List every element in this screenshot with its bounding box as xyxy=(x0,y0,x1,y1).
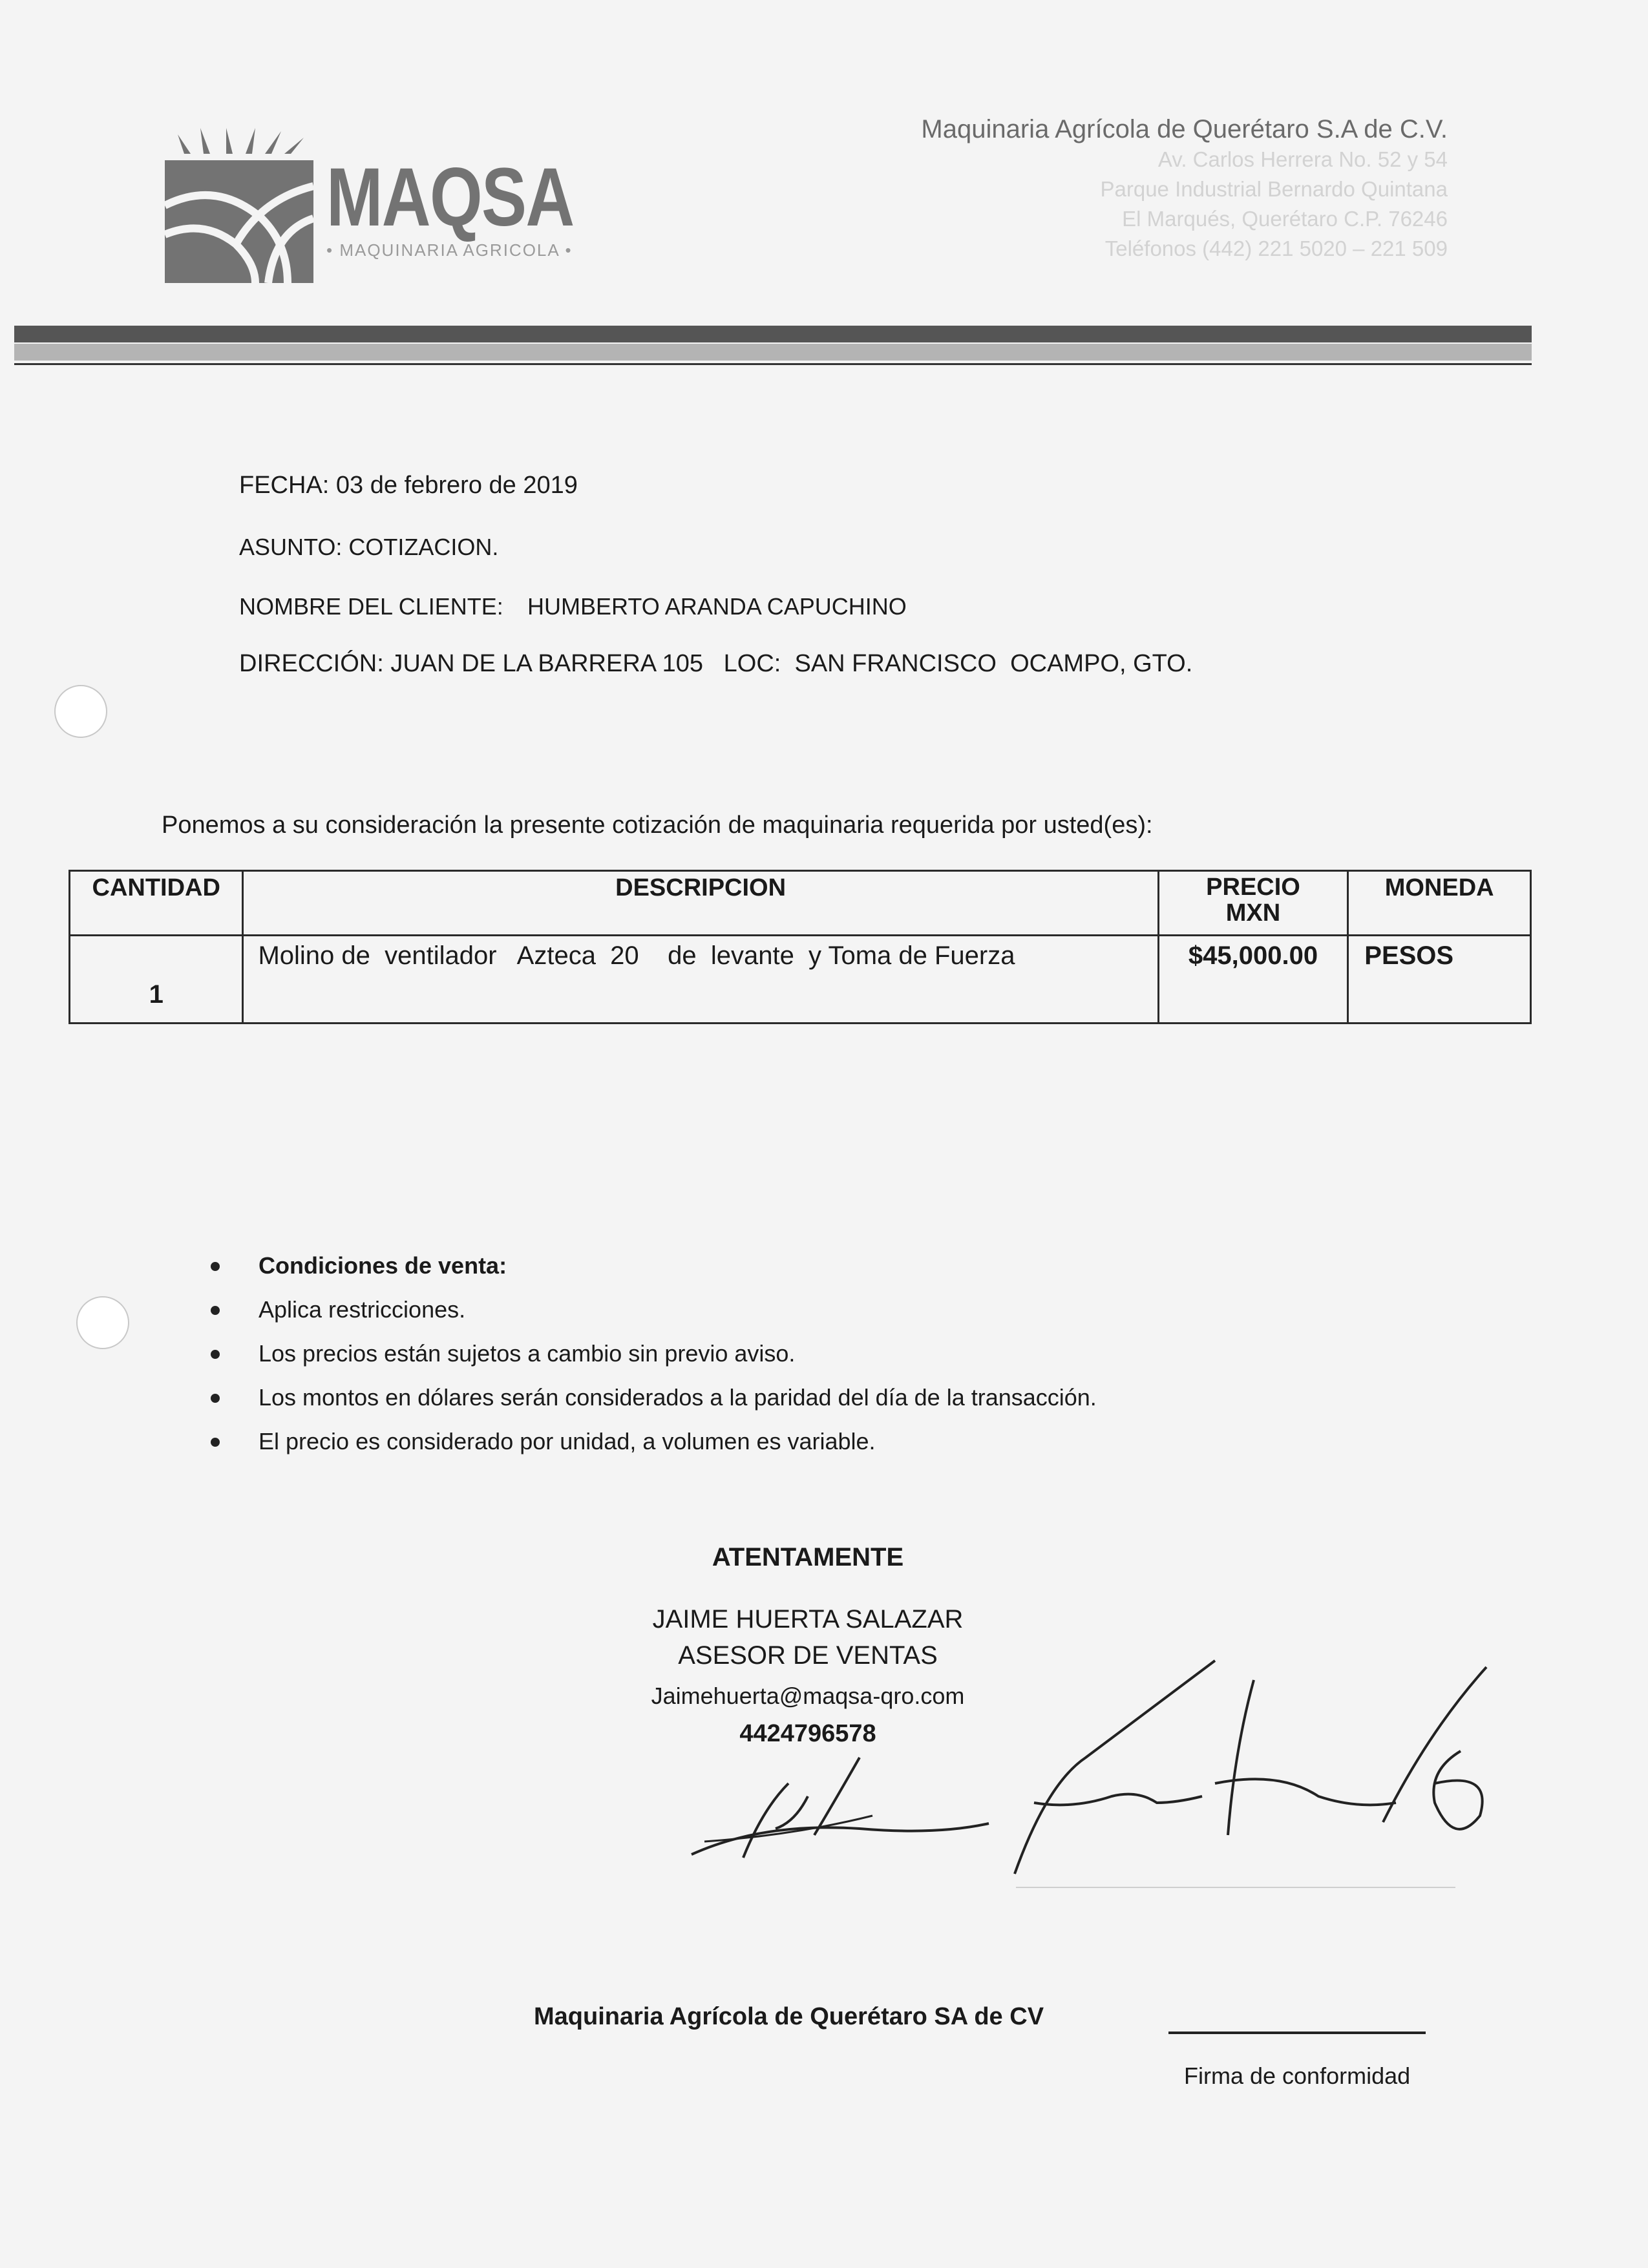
fecha-field: FECHA: 03 de febrero de 2019 xyxy=(239,472,578,499)
conformidad-label: Firma de conformidad xyxy=(1184,2063,1411,2089)
cell-cantidad: 1 xyxy=(70,936,243,1024)
header-precio-line2: MXN xyxy=(1225,899,1281,927)
list-item xyxy=(207,1244,1097,1288)
logo-subtitle: • MAQUINARIA AGRICOLA • xyxy=(326,240,573,260)
header-rule xyxy=(14,363,1532,365)
signer-role: ASESOR DE VENTAS xyxy=(678,1641,938,1670)
maqsa-logo-icon xyxy=(165,128,313,283)
cell-descripcion: Molino de ventilador Azteca 20 de levante y Toma de Fuerza xyxy=(243,936,1158,1024)
cliente-label: NOMBRE DEL CLIENTE: xyxy=(239,593,503,620)
cell-precio: $45,000.00 xyxy=(1158,936,1348,1024)
punch-hole-bottom xyxy=(76,1296,129,1349)
client-signature xyxy=(1008,1654,1499,1893)
signer-phone: 4424796578 xyxy=(739,1720,876,1747)
header-band-light xyxy=(14,344,1532,361)
table-header-row xyxy=(70,871,1531,936)
company-name: Maquinaria Agrícola de Querétaro S.A de C.V. xyxy=(921,115,1448,143)
punch-hole-top xyxy=(54,685,107,738)
conformidad-line xyxy=(1168,2032,1426,2034)
list-item: Los precios están sujetos a cambio sin previo aviso. xyxy=(207,1332,1097,1376)
signer-name: JAIME HUERTA SALAZAR xyxy=(652,1605,964,1633)
address-line-2: Parque Industrial Bernardo Quintana xyxy=(1100,177,1448,201)
footer-company: Maquinaria Agrícola de Querétaro SA de CV xyxy=(534,2003,1044,2030)
address-line-1: Av. Carlos Herrera No. 52 y 54 xyxy=(1157,147,1448,171)
intro-text: Ponemos a su consideración la presente cotización de maquinaria requerida por usted(es): xyxy=(162,812,1153,839)
signature-underline xyxy=(1016,1887,1455,1888)
header-moneda: MONEDA xyxy=(1348,871,1531,936)
cell-moneda: PESOS xyxy=(1348,936,1531,1024)
header-cantidad: CANTIDAD xyxy=(70,871,243,936)
address-line-4: Teléfonos (442) 221 5020 – 221 509 xyxy=(1104,236,1448,260)
quote-table xyxy=(69,870,1532,1024)
header-band-dark xyxy=(14,326,1532,342)
direccion-field: DIRECCIÓN: JUAN DE LA BARRERA 105 LOC: SAN FRANCISCO OCAMPO, GTO. xyxy=(239,650,1193,677)
advisor-signature xyxy=(666,1745,1002,1874)
header-precio-line1: PRECIO xyxy=(1206,874,1300,901)
list-item: El precio es considerado por unidad, a volumen es variable. xyxy=(207,1420,1097,1464)
conditions-title: Condiciones de venta: xyxy=(259,1252,507,1279)
signer-email: Jaimehuerta@maqsa-qro.com xyxy=(651,1683,965,1709)
list-item: Aplica restricciones. xyxy=(207,1288,1097,1332)
logo-wordmark: MAQSA xyxy=(326,151,574,244)
list-item: Los montos en dólares serán considerados a la paridad del día de la transacción. xyxy=(207,1376,1097,1420)
header-precio xyxy=(1158,871,1348,936)
table-row xyxy=(70,936,1531,1024)
conditions-list xyxy=(207,1244,1097,1464)
asunto-field: ASUNTO: COTIZACION. xyxy=(239,534,499,560)
closing-text: ATENTAMENTE xyxy=(712,1543,904,1571)
cliente-value: HUMBERTO ARANDA CAPUCHINO xyxy=(527,593,907,620)
header-descripcion: DESCRIPCION xyxy=(243,871,1158,936)
address-line-3: El Marqués, Querétaro C.P. 76246 xyxy=(1122,207,1448,231)
